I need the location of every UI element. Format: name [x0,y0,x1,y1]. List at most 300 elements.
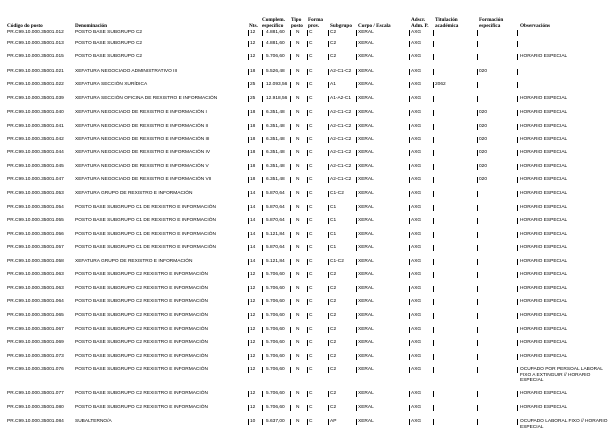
column-divider [262,41,263,47]
column-divider [477,54,478,60]
cell-niv: 12 [250,313,256,318]
column-divider [477,82,478,88]
cell-tipo: N [296,191,300,196]
column-divider [262,299,263,305]
column-divider [433,41,434,47]
column-divider [328,419,329,425]
column-divider [517,272,518,278]
column-divider [307,54,308,60]
column-divider [307,205,308,211]
column-divider [328,313,329,319]
column-divider [409,205,410,211]
column-divider [262,391,263,397]
column-divider [262,259,263,265]
column-divider [307,367,308,373]
column-divider [290,367,291,373]
cell-niv: 18 [250,164,256,169]
cell-observacions: HORARIO ESPECIAL [520,340,568,345]
column-divider [248,354,249,360]
table-row [0,41,615,54]
header-corpo: Corpo / Escala [358,23,391,29]
column-divider [248,259,249,265]
cell-codigo: PR.C99.10.000.35001.042 [7,137,64,142]
cell-subgrupo: C2 [330,354,337,359]
cell-forma: C [309,259,313,264]
table-row [0,327,615,340]
column-divider [477,150,478,156]
cell-forma: C [309,367,313,372]
column-divider [290,191,291,197]
column-divider [409,313,410,319]
column-divider [290,164,291,170]
cell-tipo: N [296,110,300,115]
cell-subgrupo: C2 [330,340,337,345]
column-divider [477,419,478,425]
column-divider [409,391,410,397]
table-row [0,367,615,391]
cell-forma: C [309,164,313,169]
column-divider [477,164,478,170]
cell-complemento: 5.706,60 [266,354,285,359]
cell-complemento: 12.093,56 [266,82,288,87]
cell-adscripcion: AXG [411,327,422,332]
column-divider [356,205,357,211]
cell-niv: 12 [250,299,256,304]
column-divider [290,299,291,305]
column-divider [356,419,357,425]
column-divider [356,110,357,116]
column-divider [307,245,308,251]
cell-complemento: 5.706,60 [266,327,285,332]
column-divider [262,164,263,170]
cell-forma: C [309,272,313,277]
header-denominacion: Denominación [75,23,107,29]
column-divider [307,150,308,156]
column-divider [433,124,434,130]
cell-complemento: 5.870,64 [266,205,285,210]
header-adscr-2: Adm. P. [411,23,429,29]
cell-forma: C [309,313,313,318]
table-row [0,218,615,232]
header-complem-2: específico [262,23,284,29]
cell-denominacion: POSTO BASE SUBGRUPO C2 REXISTRO E INFORMACIÓN [75,286,208,291]
cell-denominacion: POSTO BASE SUBGRUPO C2 [75,54,143,59]
cell-adscripcion: AXG [411,124,422,129]
column-divider [517,391,518,397]
cell-forma: C [309,124,313,129]
cell-tipo: N [296,41,300,46]
column-divider [328,367,329,373]
cell-forma: C [309,82,313,87]
table-row [0,124,615,137]
cell-denominacion: POSTO BASE SUBGRUPO C2 REXISTRO E INFORMACIÓN [75,299,208,304]
table-row [0,299,615,313]
column-divider [328,405,329,411]
column-divider [328,96,329,102]
column-divider [433,191,434,197]
column-divider [517,367,518,373]
cell-forma: C [309,96,313,101]
cell-denominacion: POSTO BASE SUBGRUPO C2 [75,30,143,35]
cell-complemento: 6.351,48 [266,177,285,182]
header-codigo: Código do posto [7,23,43,29]
cell-forma: C [309,391,313,396]
column-divider [409,327,410,333]
column-divider [433,405,434,411]
column-divider [248,164,249,170]
cell-niv: 14 [250,245,256,250]
cell-codigo: PR.C99.10.000.35001.063 [7,286,64,291]
cell-tipo: N [296,367,300,372]
column-divider [409,367,410,373]
column-divider [433,313,434,319]
cell-adscripcion: AXG [411,367,422,372]
column-divider [328,191,329,197]
cell-codigo: PR.C99.10.000.35001.076 [7,367,64,372]
cell-complemento: 5.706,60 [266,286,285,291]
cell-tipo: N [296,405,300,410]
cell-codigo: PR.C99.10.000.35001.054 [7,205,64,210]
column-divider [248,286,249,292]
cell-observacions: HORARIO ESPECIAL [520,137,568,142]
column-divider [517,191,518,197]
column-divider [517,82,518,88]
cell-observacions: HORARIO ESPECIAL [520,327,568,332]
column-divider [356,327,357,333]
cell-subgrupo: C2 [330,54,337,59]
column-divider [248,137,249,143]
cell-codigo: PR.C99.10.000.35001.022 [7,82,64,87]
column-divider [517,218,518,224]
column-divider [262,110,263,116]
column-divider [477,124,478,130]
column-divider [477,354,478,360]
cell-corpo: XERAL [358,177,374,182]
cell-corpo: XERAL [358,232,374,237]
cell-codigo: PR.C99.10.000.35001.056 [7,232,64,237]
column-divider [433,218,434,224]
column-divider [328,205,329,211]
column-divider [290,54,291,60]
cell-niv: 18 [250,150,256,155]
column-divider [409,218,410,224]
cell-denominacion: POSTO BASE SUBGRUPO C2 REXISTRO E INFORMACIÓN [75,391,208,396]
cell-codigo: PR.C99.10.000.35001.067 [7,327,64,332]
column-divider [356,340,357,346]
cell-niv: 12 [250,391,256,396]
header-adscr-1: Adscr. [411,17,426,23]
column-divider [477,205,478,211]
table-row [0,391,615,405]
column-divider [409,191,410,197]
cell-subgrupo: C2 [330,30,337,35]
column-divider [356,259,357,265]
cell-subgrupo: A2-C1-C2 [330,164,352,169]
cell-subgrupo: A2-C1-C2 [330,69,352,74]
column-divider [248,299,249,305]
cell-corpo: XERAL [358,327,374,332]
cell-codigo: PR.C99.10.000.35001.055 [7,218,64,223]
cell-subgrupo: AP [330,419,337,424]
column-divider [290,30,291,36]
cell-observacions: HORARIO ESPECIAL [520,124,568,129]
cell-adscripcion: AXG [411,41,422,46]
cell-denominacion: XEFATURA GRUPO DE REXISTRO E INFORMACIÓN [75,191,193,196]
cell-formacion: 020 [479,150,488,155]
cell-tipo: N [296,327,300,332]
cell-codigo: PR.C99.10.000.35001.084 [7,419,64,424]
cell-codigo: PR.C99.10.000.35001.047 [7,177,64,182]
cell-tipo: N [296,177,300,182]
cell-complemento: 5.706,60 [266,299,285,304]
cell-denominacion: XEFATURA GRUPO DE REXISTRO E INFORMACIÓN [75,259,193,264]
header-subgrupo: Subgrupo [330,23,352,29]
column-divider [248,82,249,88]
cell-subgrupo: C2 [330,327,337,332]
cell-codigo: PR.C99.10.000.35001.058 [7,259,64,264]
cell-forma: C [309,150,313,155]
column-divider [477,286,478,292]
cell-complemento: 5.121,84 [266,259,285,264]
cell-complemento: 5.706,60 [266,391,285,396]
cell-denominacion: POSTO BASE SUBGRUPO C1 DE REXISTRO E INFORMACIÓN [75,218,216,223]
cell-tipo: N [296,232,300,237]
column-divider [356,354,357,360]
column-divider [477,177,478,183]
cell-tipo: N [296,30,300,35]
table-row [0,232,615,245]
column-divider [307,96,308,102]
table-row [0,419,615,437]
column-divider [262,30,263,36]
cell-niv: 12 [250,54,256,59]
column-divider [409,41,410,47]
column-divider [517,110,518,116]
cell-observacions: HORARIO ESPECIAL [520,164,568,169]
column-divider [477,137,478,143]
cell-niv: 14 [250,191,256,196]
column-divider [409,177,410,183]
column-divider [477,191,478,197]
column-divider [356,272,357,278]
cell-complemento: 5.706,60 [266,54,285,59]
cell-niv: 12 [250,354,256,359]
column-divider [409,419,410,425]
column-divider [328,286,329,292]
cell-corpo: XERAL [358,340,374,345]
cell-denominacion: SUBALTERNO/A [75,419,112,424]
table-row [0,177,615,191]
cell-formacion: 020 [479,124,488,129]
column-divider [356,137,357,143]
column-divider [328,218,329,224]
cell-tipo: N [296,96,300,101]
column-divider [248,150,249,156]
column-divider [248,367,249,373]
cell-forma: C [309,419,313,424]
column-divider [517,299,518,305]
cell-denominacion: XEFATURA NEGOCIADO DE REXISTRO E INFORMACIÓN I [75,110,207,115]
cell-complemento: 5.121,84 [266,232,285,237]
column-divider [290,96,291,102]
cell-adscripcion: AXG [411,299,422,304]
column-divider [477,69,478,75]
cell-subgrupo: C1-C2 [330,191,344,196]
column-divider [307,272,308,278]
column-divider [262,419,263,425]
cell-complemento: 12.918,56 [266,96,288,101]
cell-codigo: PR.C99.10.000.35001.041 [7,124,64,129]
column-divider [477,110,478,116]
column-divider [307,110,308,116]
cell-observacions: HORARIO ESPECIAL [520,218,568,223]
cell-denominacion: POSTO BASE SUBGRUPO C2 REXISTRO E INFORMACIÓN [75,405,208,410]
cell-complemento: 5.870,64 [266,191,285,196]
column-divider [262,340,263,346]
cell-denominacion: XEFATURA NEGOCIADO DE REXISTRO E INFORMACIÓN IV [75,150,211,155]
column-divider [290,391,291,397]
cell-observacions: HORARIO ESPECIAL [520,259,568,264]
cell-observacions: HORARIO ESPECIAL [520,205,568,210]
column-divider [433,110,434,116]
column-divider [517,313,518,319]
column-divider [328,177,329,183]
cell-formacion: 020 [479,164,488,169]
cell-denominacion: XEFATURA NEGOCIADO DE REXISTRO E INFORMACIÓN VII [75,177,212,182]
column-divider [433,419,434,425]
cell-adscripcion: AXG [411,110,422,115]
cell-adscripcion: AXG [411,405,422,410]
cell-subgrupo: C2 [330,41,337,46]
column-divider [409,259,410,265]
cell-codigo: PR.C99.10.000.35001.057 [7,245,64,250]
cell-observacions: HORARIO ESPECIAL [520,272,568,277]
column-divider [262,177,263,183]
column-divider [307,340,308,346]
cell-forma: C [309,69,313,74]
cell-subgrupo: C2 [330,299,337,304]
column-divider [517,30,518,36]
column-divider [290,41,291,47]
cell-corpo: XERAL [358,150,374,155]
column-divider [248,41,249,47]
cell-adscripcion: AXG [411,272,422,277]
column-divider [248,419,249,425]
column-divider [328,354,329,360]
column-divider [517,205,518,211]
cell-niv: 12 [250,367,256,372]
column-divider [356,177,357,183]
cell-niv: 12 [250,286,256,291]
cell-codigo: PR.C99.10.000.35001.065 [7,313,64,318]
cell-codigo: PR.C99.10.000.35001.064 [7,299,64,304]
column-divider [307,313,308,319]
column-divider [262,69,263,75]
column-divider [248,340,249,346]
cell-subgrupo: A2-C1-C2 [330,124,352,129]
cell-tipo: N [296,340,300,345]
cell-corpo: XERAL [358,41,374,46]
cell-complemento: 5.637,00 [266,419,285,424]
column-divider [356,191,357,197]
table-row [0,259,615,272]
cell-observacions: HORARIO ESPECIAL [520,96,568,101]
cell-niv: 18 [250,69,256,74]
column-divider [356,232,357,238]
cell-tipo: N [296,150,300,155]
cell-tipo: N [296,124,300,129]
cell-observacions: HORARIO ESPECIAL [520,299,568,304]
cell-corpo: XERAL [358,245,374,250]
column-divider [356,96,357,102]
column-divider [262,354,263,360]
header-complem-1: Complem. [262,17,285,23]
column-divider [477,340,478,346]
column-divider [328,30,329,36]
column-divider [290,405,291,411]
cell-corpo: XERAL [358,354,374,359]
cell-observacions: OCUPADO POR PERSOAL LABORAL FIXO A EXTINGUIR // HORARIO ESPECIAL [520,367,603,384]
cell-complemento: 4.881,60 [266,30,285,35]
table-row [0,164,615,177]
column-divider [433,245,434,251]
table-row [0,313,615,327]
cell-subgrupo: C2 [330,391,337,396]
column-divider [290,313,291,319]
column-divider [307,391,308,397]
cell-codigo: PR.C99.10.000.35001.012 [7,30,64,35]
cell-corpo: XERAL [358,286,374,291]
column-divider [262,82,263,88]
column-divider [328,391,329,397]
column-divider [477,272,478,278]
column-divider [290,69,291,75]
cell-corpo: XERAL [358,272,374,277]
table-row [0,69,615,82]
column-divider [477,245,478,251]
cell-niv: 12 [250,30,256,35]
cell-observacions: HORARIO ESPECIAL [520,177,568,182]
header-forma-2: prov. [308,23,320,29]
column-divider [307,286,308,292]
cell-niv: 25 [250,96,256,101]
column-divider [517,340,518,346]
cell-codigo: PR.C99.10.000.35001.039 [7,96,64,101]
cell-observacions: HORARIO ESPECIAL [520,245,568,250]
cell-codigo: PR.C99.10.000.35001.013 [7,41,64,46]
column-divider [433,137,434,143]
cell-adscripcion: AXG [411,340,422,345]
column-divider [433,299,434,305]
cell-observacions: HORARIO ESPECIAL [520,191,568,196]
column-divider [517,354,518,360]
cell-observacions: HORARIO ESPECIAL [520,354,568,359]
cell-complemento: 6.351,48 [266,124,285,129]
column-divider [433,354,434,360]
column-divider [409,232,410,238]
column-divider [517,164,518,170]
cell-denominacion: POSTO BASE SUBGRUPO C2 REXISTRO E INFORMACIÓN [75,367,208,372]
cell-forma: C [309,354,313,359]
header-titulacion-2: académica [435,23,459,29]
cell-adscripcion: AXG [411,354,422,359]
column-divider [290,259,291,265]
cell-adscripcion: AXG [411,205,422,210]
cell-denominacion: POSTO BASE SUBGRUPO C2 [75,41,143,46]
cell-tipo: N [296,205,300,210]
cell-adscripcion: AXG [411,286,422,291]
column-divider [409,405,410,411]
